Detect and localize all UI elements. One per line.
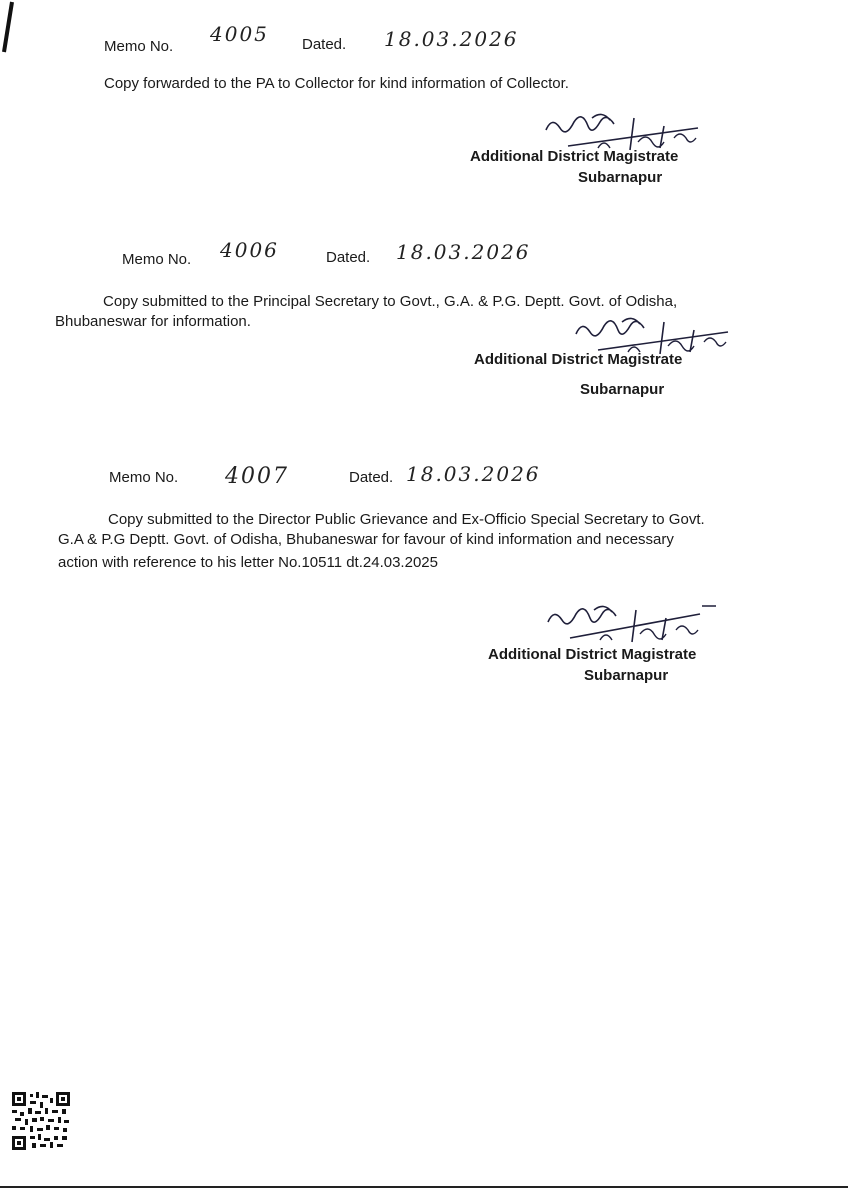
memo-body-line: Bhubaneswar for information. <box>55 313 251 330</box>
memo-label: Memo No. <box>122 251 192 268</box>
signatory-place: Subarnapur <box>578 169 663 186</box>
signatory-place: Subarnapur <box>584 667 669 684</box>
memo-number-handwritten: 4006 <box>220 238 279 262</box>
signature-mark <box>540 600 720 650</box>
dated-label: Dated. <box>302 36 347 53</box>
dated-label: Dated. <box>349 469 394 486</box>
memo-body-line: G.A & P.G Deptt. Govt. of Odisha, Bhubaneswar for favour of kind information and necessary <box>58 531 674 548</box>
signatory-place: Subarnapur <box>580 381 665 398</box>
memo-label: Memo No. <box>104 38 174 55</box>
edge-mark <box>0 0 20 60</box>
memo-number-handwritten: 4005 <box>210 22 269 46</box>
scan-edge-line <box>0 1186 848 1188</box>
memo-label: Memo No. <box>109 469 179 486</box>
date-handwritten: 18.03.2026 <box>384 27 519 51</box>
memo-body-line: Copy submitted to the Principal Secretary to Govt., G.A. & P.G. Deptt. Govt. of Odisha, <box>103 293 678 310</box>
signatory-title: Additional District Magistrate <box>474 351 683 368</box>
date-handwritten: 18.03.2026 <box>396 240 531 264</box>
memo-body-line: Copy submitted to the Director Public Grievance and Ex-Officio Special Secretary to Govt. <box>108 511 705 528</box>
signatory-title: Additional District Magistrate <box>470 148 679 165</box>
dated-label: Dated. <box>326 249 371 266</box>
memo-body: Copy forwarded to the PA to Collector for kind information of Collector. <box>104 75 569 92</box>
signatory-title: Additional District Magistrate <box>488 646 697 663</box>
memo-body-line: action with reference to his letter No.10511 dt.24.03.2025 <box>58 554 438 571</box>
date-handwritten: 18.03.2026 <box>406 462 541 486</box>
qr-code <box>12 1092 70 1150</box>
memo-number-handwritten: 4007 <box>225 464 289 489</box>
